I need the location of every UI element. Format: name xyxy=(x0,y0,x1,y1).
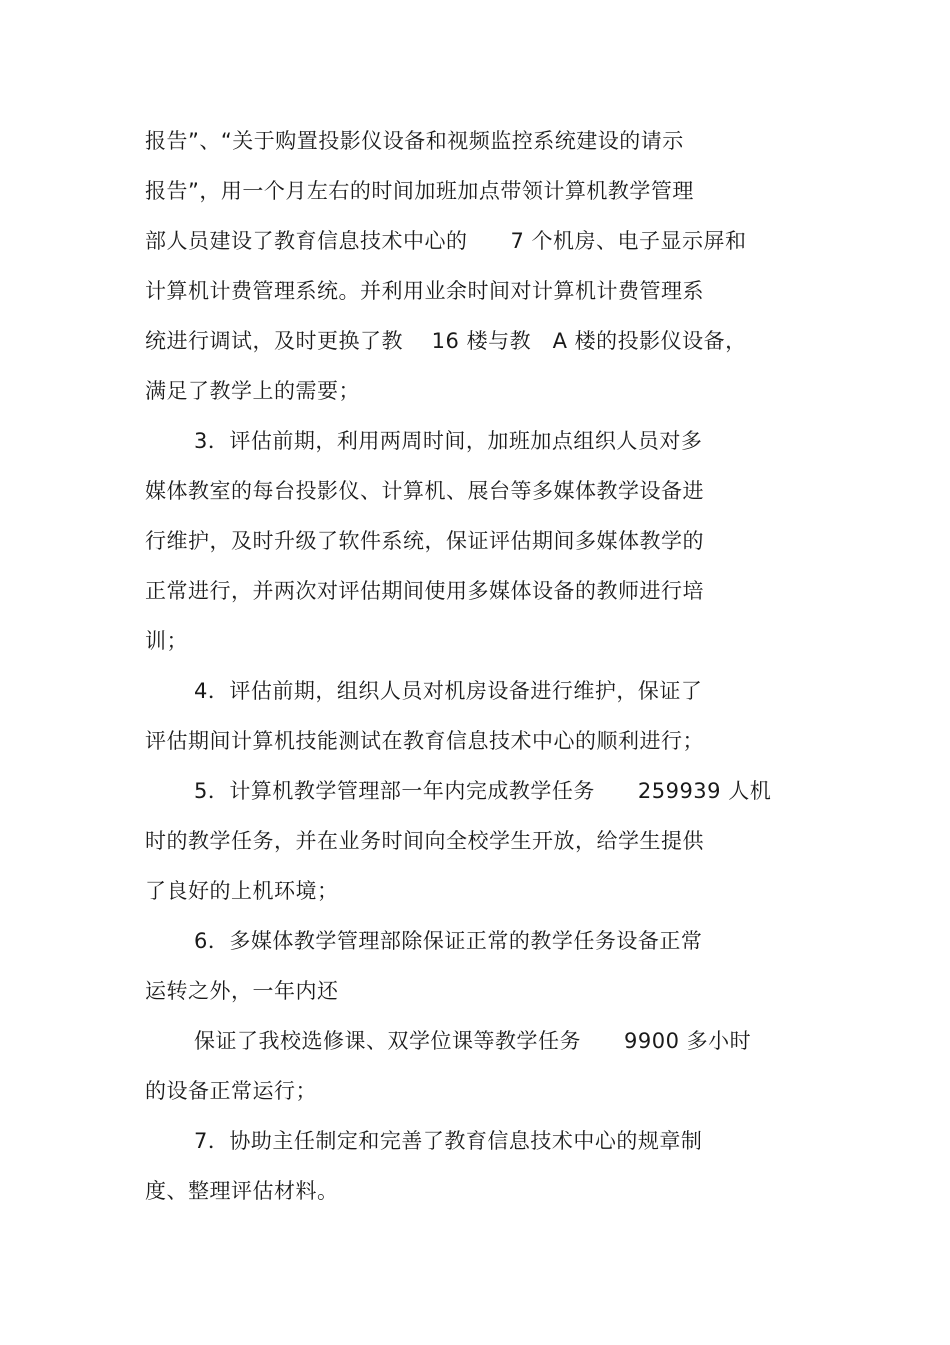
text-line: 运转之外，一年内还 xyxy=(145,979,339,1003)
text-line: 计算机计费管理系统。并利用业余时间对计算机计费管理系 xyxy=(145,279,704,303)
paragraph-start: 6．多媒体教学管理部除保证正常的教学任务设备正常 xyxy=(194,929,703,953)
paragraph-start: 5．计算机教学管理部一年内完成教学任务 259939 人机 xyxy=(194,779,772,803)
paragraph-start: 保证了我校选修课、双学位课等教学任务 9900 多小时 xyxy=(194,1029,752,1053)
text-line: 报告”，用一个月左右的时间加班加点带领计算机教学管理 xyxy=(145,179,694,203)
text-line: 的设备正常运行； xyxy=(145,1079,317,1103)
text-line: 训； xyxy=(145,629,188,653)
text-line: 行维护，及时升级了软件系统，保证评估期间多媒体教学的 xyxy=(145,529,704,553)
paragraph-start: 3．评估前期，利用两周时间，加班加点组织人员对多 xyxy=(194,429,703,453)
text-line: 度、整理评估材料。 xyxy=(145,1179,339,1203)
text-line: 正常进行，并两次对评估期间使用多媒体设备的教师进行培 xyxy=(145,579,704,603)
text-line: 时的教学任务，并在业务时间向全校学生开放，给学生提供 xyxy=(145,829,704,853)
text-line: 统进行调试，及时更换了教 16 楼与教 A 楼的投影仪设备， xyxy=(145,329,747,353)
text-line: 报告”、“关于购置投影仪设备和视频监控系统建设的请示 xyxy=(145,129,684,153)
text-line: 满足了教学上的需要； xyxy=(145,379,360,403)
text-line: 媒体教室的每台投影仪、计算机、展台等多媒体教学设备进 xyxy=(145,479,704,503)
text-line: 部人员建设了教育信息技术中心的 7 个机房、电子显示屏和 xyxy=(145,229,747,253)
text-line: 了良好的上机环境； xyxy=(145,879,339,903)
paragraph-start: 7．协助主任制定和完善了教育信息技术中心的规章制 xyxy=(194,1129,703,1153)
text-line: 评估期间计算机技能测试在教育信息技术中心的顺利进行； xyxy=(145,729,704,753)
paragraph-start: 4．评估前期，组织人员对机房设备进行维护，保证了 xyxy=(194,679,703,703)
